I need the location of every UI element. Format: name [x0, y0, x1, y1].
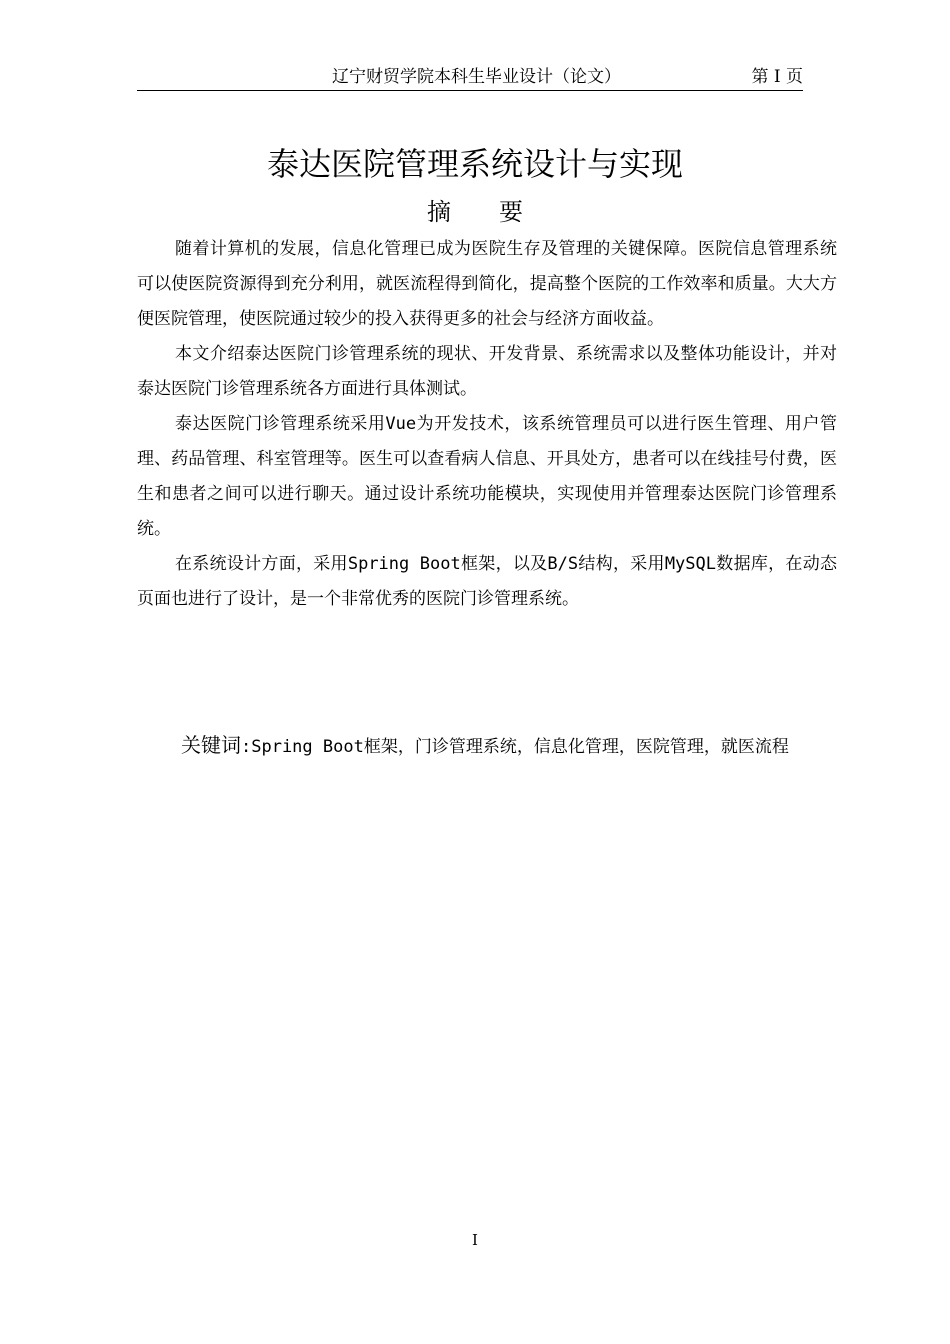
abstract-paragraph: 泰达医院门诊管理系统采用Vue为开发技术，该系统管理员可以进行医生管理、用户管理、药品管理、科室管理等。医生可以查看病人信息、开具处方，患者可以在线挂号付费，医生和患者之间可以进行聊天。通过设计系统功能模块，实现使用并管理泰达医院门诊管理系统。: [137, 414, 837, 539]
page-header: [137, 66, 803, 91]
header-page-number: 第 I 页: [751, 67, 803, 87]
keywords: [137, 722, 837, 771]
keywords-text: :Spring Boot框架，门诊管理系统，信息化管理，医院管理，就医流程: [241, 737, 789, 757]
header-title: 辽宁财贸学院本科生毕业设计（论文）: [332, 67, 621, 87]
document-title: 泰达医院管理系统设计与实现: [266, 145, 683, 183]
keywords-label: 关键词: [181, 733, 241, 757]
abstract-paragraph: 在系统设计方面，采用Spring Boot框架，以及B/S结构，采用MySQL数据库，在动态页面也进行了设计，是一个非常优秀的医院门诊管理系统。: [137, 554, 837, 609]
page-footer-number: I: [472, 1231, 478, 1249]
abstract-paragraph: 本文介绍泰达医院门诊管理系统的现状、开发背景、系统需求以及整体功能设计，并对泰达医院门诊管理系统各方面进行具体测试。: [137, 344, 837, 399]
abstract-body: [137, 232, 837, 617]
abstract-paragraph: 随着计算机的发展，信息化管理已成为医院生存及管理的关键保障。医院信息管理系统可以使医院资源得到充分利用，就医流程得到简化，提高整个医院的工作效率和质量。大大方便医院管理，使医院通过较少的投入获得更多的社会与经济方面收益。: [137, 239, 837, 329]
abstract-heading: 摘要: [427, 198, 571, 226]
